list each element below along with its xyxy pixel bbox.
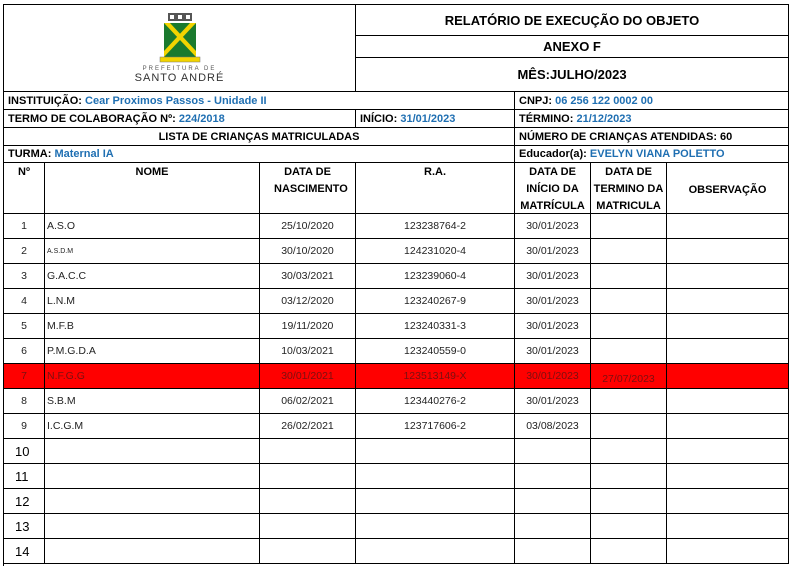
cell-nascimento: 30/03/2021 [260,264,356,289]
inicio-label: INÍCIO: [360,112,398,125]
cell-num: 7 [4,364,45,389]
cell-termino [591,264,667,289]
cell-ra: 123240559-0 [356,339,515,364]
turma-value: Maternal IA [54,148,114,160]
cnpj-value: 06 256 122 0002 00 [555,94,653,107]
cell-observacao [667,314,789,339]
cell-termino [591,214,667,239]
termo-label: TERMO DE COLABORAÇÃO Nº: [8,112,176,125]
cell-termino [591,489,667,514]
cell-observacao [667,339,789,364]
cell-inicio: 30/01/2023 [515,314,591,339]
cell-observacao [667,539,789,564]
cell-nome: G.A.C.C [45,264,260,289]
cell-termino [591,514,667,539]
cell-nome: I.C.G.M [45,414,260,439]
cell-nome: A.S.O [45,214,260,239]
cell-ra: 123240267-9 [356,289,515,314]
cell-ra: 123440276-2 [356,389,515,414]
col-header-num: Nº [4,163,45,214]
inicio-value: 31/01/2023 [400,112,456,125]
annex-label: ANEXO F [356,36,789,58]
termino-label: TÉRMINO: [519,112,574,125]
cell-nome [45,514,260,539]
cell-inicio [515,489,591,514]
cell-num: 11 [4,464,45,489]
termino-field [515,110,789,128]
cell-inicio: 30/01/2023 [515,214,591,239]
cell-nome [45,464,260,489]
col-header-termino: DATA DE TERMINO DA MATRICULA [591,163,667,214]
cell-nascimento [260,514,356,539]
cell-ra: 124231020-4 [356,239,515,264]
cell-termino [591,289,667,314]
cell-termino [591,539,667,564]
educador-field [515,146,789,163]
cell-observacao [667,439,789,464]
cell-nome [45,439,260,464]
cell-observacao [667,364,789,389]
cell-nome [45,539,260,564]
cell-termino [591,439,667,464]
cell-termino [591,464,667,489]
cell-nascimento: 10/03/2021 [260,339,356,364]
cell-num: 6 [4,339,45,364]
cell-termino [591,239,667,264]
cell-ra: 123513149-X [356,364,515,389]
cell-num: 4 [4,289,45,314]
city-name: SANTO ANDRÉ [134,71,225,84]
cell-num: 10 [4,439,45,464]
cell-inicio: 30/01/2023 [515,264,591,289]
cell-num: 9 [4,414,45,439]
turma-label: TURMA: [8,148,52,160]
cell-observacao [667,389,789,414]
cell-ra [356,464,515,489]
cell-nascimento: 26/02/2021 [260,414,356,439]
instituicao-label: INSTITUIÇÃO: [8,94,82,107]
cell-nascimento: 06/02/2021 [260,389,356,414]
cell-num: 3 [4,264,45,289]
cell-observacao [667,414,789,439]
cell-observacao [667,514,789,539]
educador-label: Educador(a): [519,148,587,160]
cell-ra [356,539,515,564]
termo-value: 224/2018 [178,112,225,125]
cell-nascimento: 30/01/2021 [260,364,356,389]
col-header-observacao: OBSERVAÇÃO [667,163,789,214]
col-header-ra: R.A. [356,163,515,214]
cell-observacao [667,264,789,289]
cell-nome: A.S.D.M [45,239,260,264]
cell-termino: 27/07/2023 [591,364,667,389]
cell-ra: 123240331-3 [356,314,515,339]
termo-field [4,110,356,128]
cell-nome: P.M.G.D.A [45,339,260,364]
cell-nome: M.F.B [45,314,260,339]
cell-observacao [667,489,789,514]
col-header-nascimento: DATA DE NASCIMENTO [260,163,356,214]
cell-inicio [515,464,591,489]
cell-termino [591,414,667,439]
cnpj-field [515,92,789,110]
city-crest-icon [154,13,206,65]
cell-ra [356,489,515,514]
cell-nome [45,489,260,514]
cell-nome: N.F.G.G [45,364,260,389]
cell-nascimento [260,464,356,489]
cell-inicio: 30/01/2023 [515,339,591,364]
cell-inicio [515,514,591,539]
cell-inicio: 30/01/2023 [515,239,591,264]
cell-observacao [667,289,789,314]
cell-num: 5 [4,314,45,339]
cell-nascimento [260,539,356,564]
cell-ra: 123238764-2 [356,214,515,239]
cell-ra: 123239060-4 [356,264,515,289]
cell-nascimento: 25/10/2020 [260,214,356,239]
cell-ra [356,514,515,539]
prefeitura-label: PREFEITURA DE [142,65,217,72]
cell-observacao [667,239,789,264]
cell-nascimento: 19/11/2020 [260,314,356,339]
cell-observacao [667,464,789,489]
cell-nome: S.B.M [45,389,260,414]
cell-nascimento: 30/10/2020 [260,239,356,264]
cell-ra [356,439,515,464]
cell-termino [591,314,667,339]
cell-nome: L.N.M [45,289,260,314]
cell-inicio: 30/01/2023 [515,389,591,414]
lista-header: LISTA DE CRIANÇAS MATRICULADAS [4,128,515,146]
col-header-inicio: DATA DE INÍCIO DA MATRÍCULA [515,163,591,214]
cell-num: 13 [4,514,45,539]
cell-num: 8 [4,389,45,414]
cell-nascimento: 03/12/2020 [260,289,356,314]
cell-nascimento [260,439,356,464]
cell-termino [591,389,667,414]
termino-value: 21/12/2023 [576,112,632,125]
cell-inicio [515,439,591,464]
cnpj-label: CNPJ: [519,94,553,107]
cell-inicio [515,539,591,564]
cell-num: 2 [4,239,45,264]
report-title: RELATÓRIO DE EXECUÇÃO DO OBJETO [356,5,789,36]
cell-inicio: 03/08/2023 [515,414,591,439]
cell-num: 14 [4,539,45,564]
cell-termino [591,339,667,364]
instituicao-field [4,92,515,110]
cell-ra: 123717606-2 [356,414,515,439]
turma-field [4,146,515,163]
cell-nascimento [260,489,356,514]
cell-observacao [667,214,789,239]
logo-block [4,5,356,92]
instituicao-value: Cear Proximos Passos - Unidade II [85,94,267,107]
inicio-field [356,110,515,128]
month-label: MÊS:JULHO/2023 [356,58,789,92]
cell-inicio: 30/01/2023 [515,289,591,314]
col-header-nome: NOME [45,163,260,214]
cell-num: 1 [4,214,45,239]
educador-value: EVELYN VIANA POLETTO [589,148,725,160]
cell-num: 12 [4,489,45,514]
cell-inicio: 30/01/2023 [515,364,591,389]
numero-criancas: NÚMERO DE CRIANÇAS ATENDIDAS: 60 [515,128,789,146]
